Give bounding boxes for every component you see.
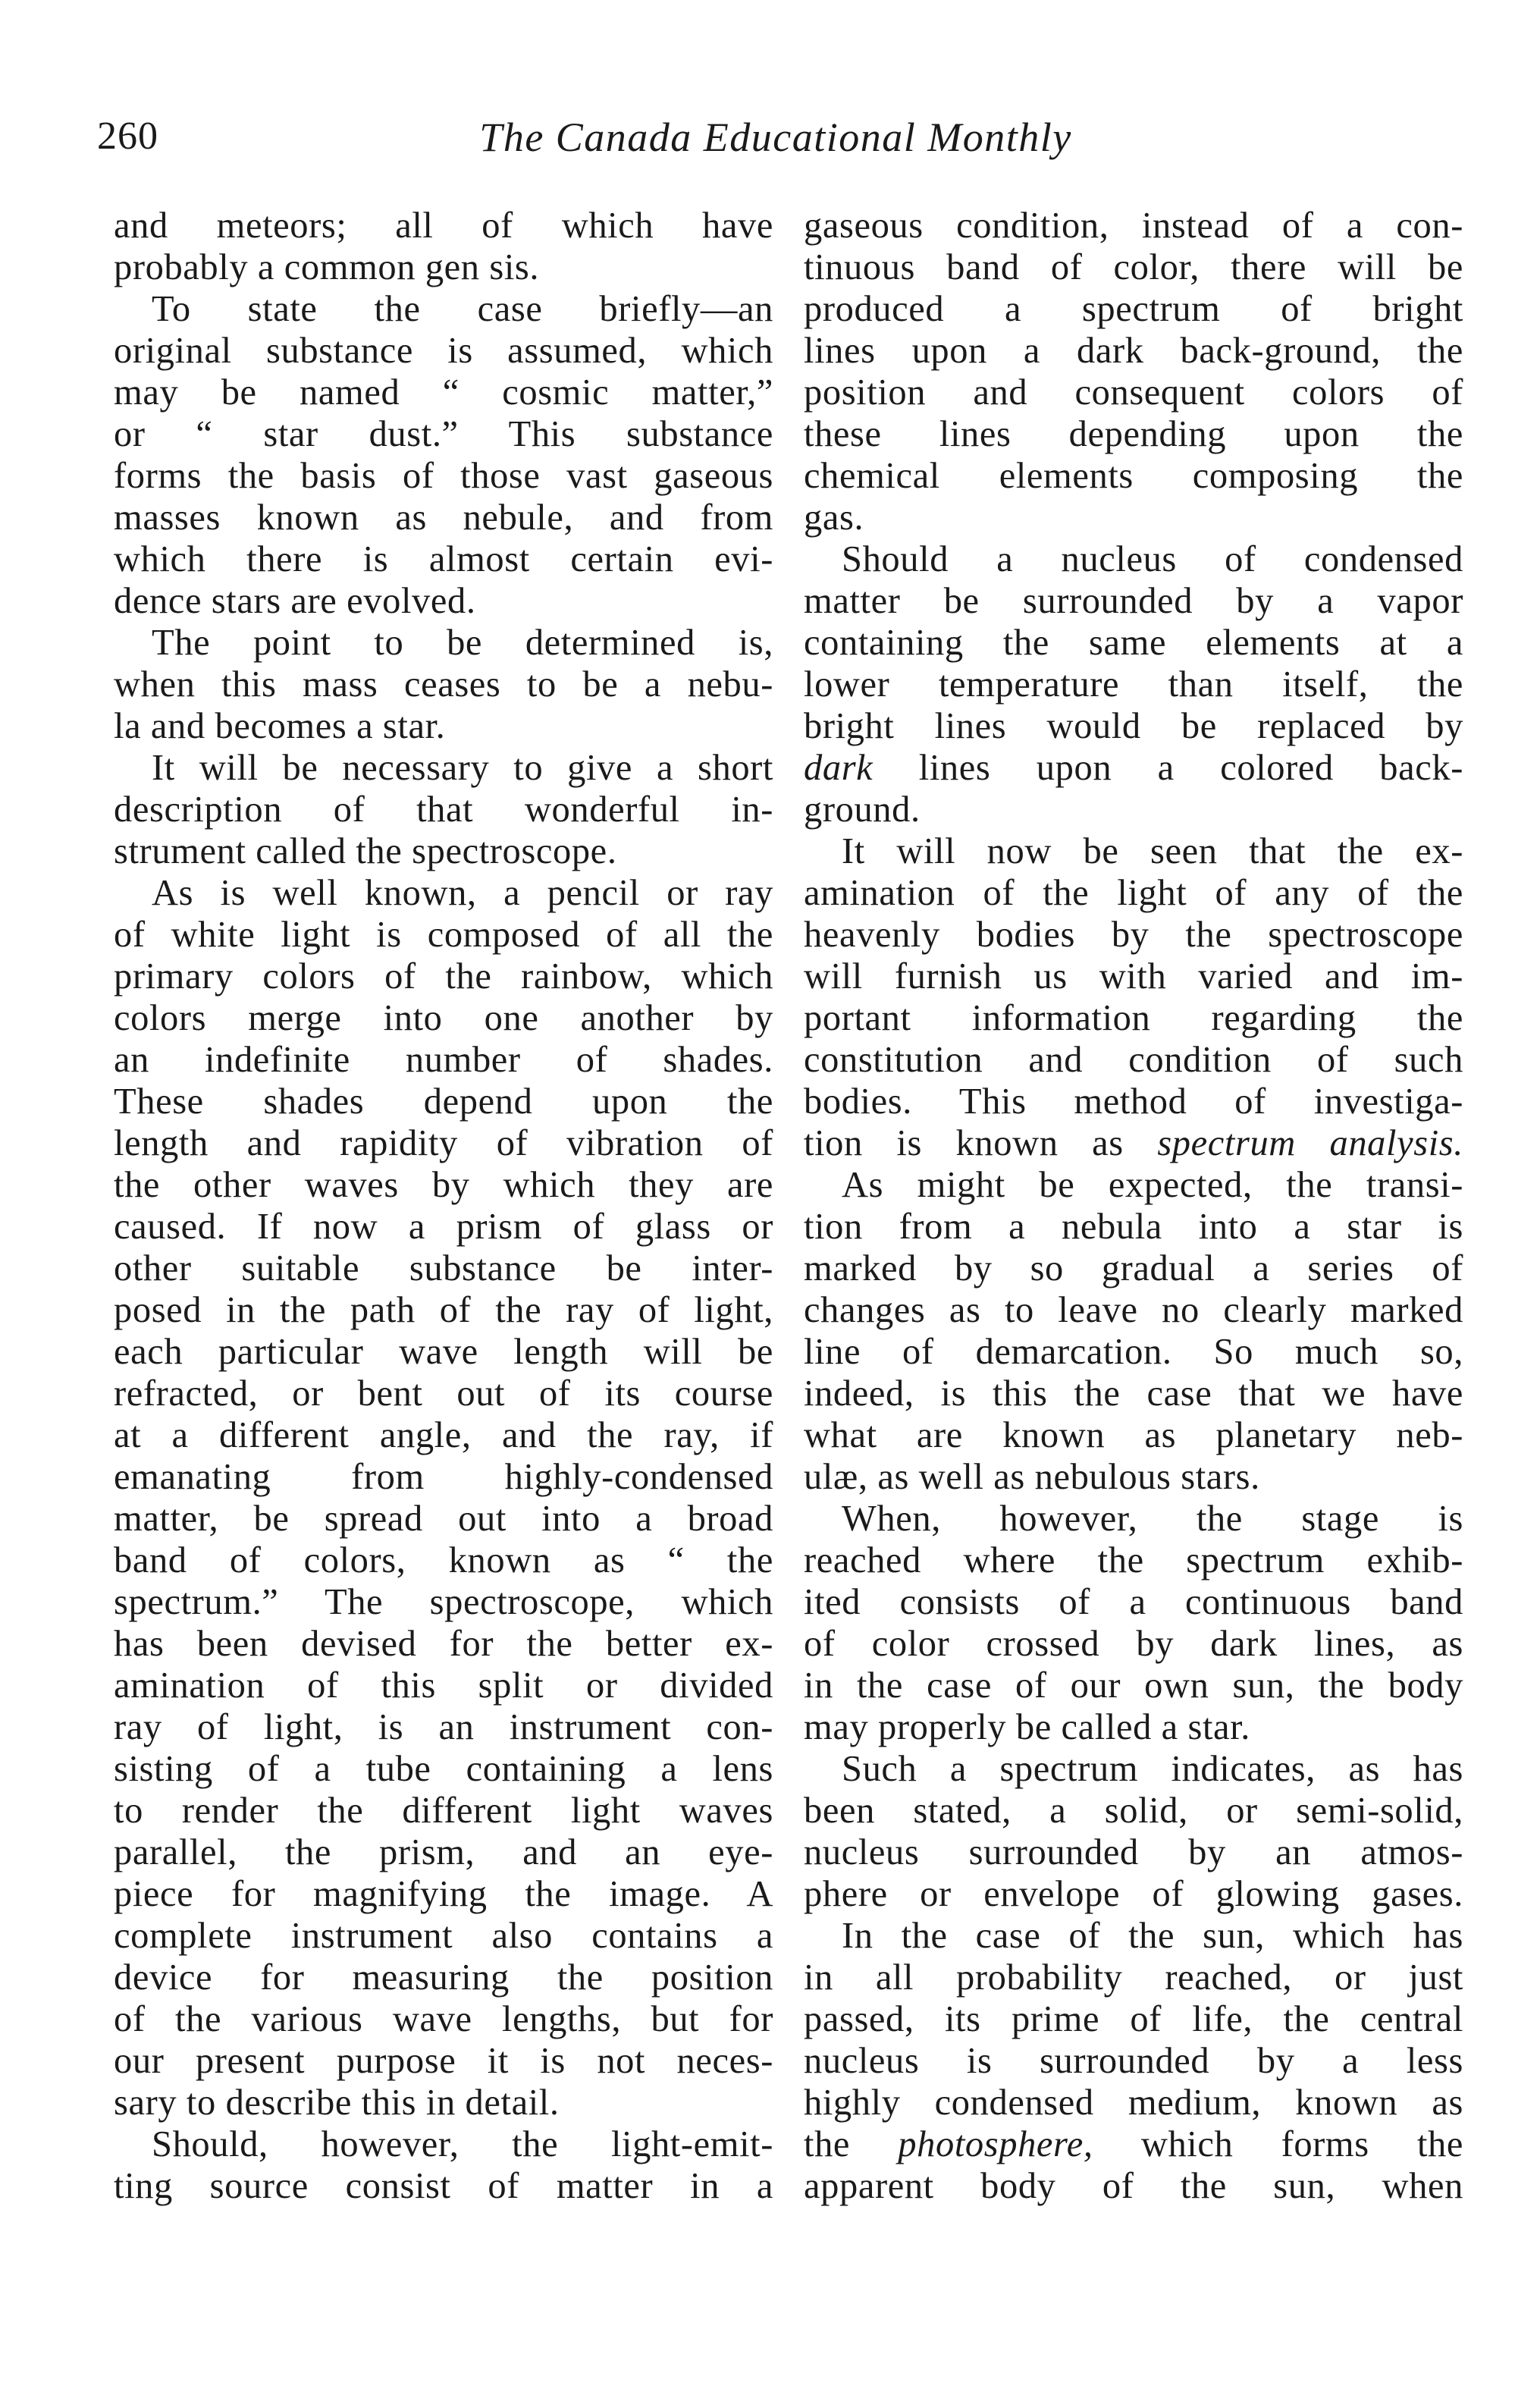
text-line: To state the case briefly—an xyxy=(152,289,773,329)
text-line: other suitable substance be inter- xyxy=(114,1248,773,1289)
text-line: complete instrument also contains a xyxy=(114,1916,773,1956)
text-line: reached where the spectrum exhib- xyxy=(804,1540,1463,1580)
text-line: in all probability reached, or just xyxy=(804,1957,1463,1998)
text-line: containing the same elements at a xyxy=(804,623,1463,663)
text-line: caused. If now a prism of glass or xyxy=(114,1207,773,1247)
text-line: masses known as nebule, and from xyxy=(114,498,773,538)
text-line: ting source consist of matter in a xyxy=(114,2166,773,2206)
text-line: probably a common gen sis. xyxy=(114,247,540,287)
text-line: changes as to leave no clearly marked xyxy=(804,1290,1463,1330)
page-number: 260 xyxy=(97,115,158,158)
italic-text: spectrum analysis. xyxy=(1157,1123,1463,1163)
text-line xyxy=(804,2123,1463,2165)
text-line: phere or envelope of glowing gases. xyxy=(804,1874,1463,1914)
text-line: of white light is composed of all the xyxy=(114,915,773,955)
text-line: produced a spectrum of bright xyxy=(804,289,1463,329)
text-line: device for measuring the position xyxy=(114,1957,773,1998)
text-line: description of that wonderful in- xyxy=(114,789,773,830)
text-line: each particular wave length will be xyxy=(114,1332,773,1372)
text-line: which there is almost certain evi- xyxy=(114,539,773,579)
italic-text: dark xyxy=(804,748,874,788)
text-line: tinuous band of color, there will be xyxy=(804,247,1463,287)
text-line: dence stars are evolved. xyxy=(114,581,476,621)
text-line: posed in the path of the ray of light, xyxy=(114,1290,773,1330)
text-line: an indefinite number of shades. xyxy=(114,1040,773,1080)
text-line: amination of this split or divided xyxy=(114,1665,773,1706)
text-line: and meteors; all of which have xyxy=(114,206,773,246)
text-line: strument called the spectroscope. xyxy=(114,831,617,871)
text-line: When, however, the stage is xyxy=(842,1499,1463,1539)
text-line: or “ star dust.” This substance xyxy=(114,414,773,454)
text-line: chemical elements composing the xyxy=(804,456,1463,496)
italic-text: photosphere, xyxy=(898,2124,1093,2164)
text-line: matter be surrounded by a vapor xyxy=(804,581,1463,621)
text-line: highly condensed medium, known as xyxy=(804,2083,1463,2123)
text-line: The point to be determined is, xyxy=(152,623,773,663)
text-line: to render the different light waves xyxy=(114,1791,773,1831)
text-line: nucleus surrounded by an atmos- xyxy=(804,1832,1463,1872)
right-column xyxy=(804,205,1463,2207)
text-run: the xyxy=(804,2124,899,2164)
text-line: Such a spectrum indicates, as has xyxy=(842,1749,1463,1789)
text-line: gas. xyxy=(804,498,864,538)
text-line: constitution and condition of such xyxy=(804,1040,1463,1080)
text-line: ground. xyxy=(804,789,921,830)
text-line: As might be expected, the transi- xyxy=(842,1165,1463,1205)
text-line: band of colors, known as “ the xyxy=(114,1540,773,1580)
text-run: lines upon a colored back- xyxy=(873,748,1463,788)
text-line xyxy=(804,1122,1463,1164)
text-line: matter, be spread out into a broad xyxy=(114,1499,773,1539)
text-line: the other waves by which they are xyxy=(114,1165,773,1205)
page-header xyxy=(97,114,1454,174)
text-line: position and consequent colors of xyxy=(804,372,1463,413)
text-line: gaseous condition, instead of a con- xyxy=(804,206,1463,246)
text-line: indeed, is this the case that we have xyxy=(804,1373,1463,1414)
text-line: our present purpose it is not neces- xyxy=(114,2041,773,2081)
text-line: portant information regarding the xyxy=(804,998,1463,1038)
text-line: nucleus is surrounded by a less xyxy=(804,2041,1463,2081)
text-line: piece for magnifying the image. A xyxy=(114,1874,773,1914)
left-column xyxy=(114,205,773,2207)
text-line: forms the basis of those vast gaseous xyxy=(114,456,773,496)
running-title: The Canada Educational Monthly xyxy=(479,115,1072,160)
text-line: spectrum.” The spectroscope, which xyxy=(114,1582,773,1622)
text-line: tion from a nebula into a star is xyxy=(804,1207,1463,1247)
text-line: in the case of our own sun, the body xyxy=(804,1665,1463,1706)
text-line: may be named “ cosmic matter,” xyxy=(114,372,773,413)
text-line: has been devised for the better ex- xyxy=(114,1624,773,1664)
text-line: bodies. This method of investiga- xyxy=(804,1081,1463,1122)
text-line: these lines depending upon the xyxy=(804,414,1463,454)
text-line: what are known as planetary neb- xyxy=(804,1415,1463,1455)
text-line: when this mass ceases to be a nebu- xyxy=(114,664,773,705)
text-line: been stated, a solid, or semi-solid, xyxy=(804,1791,1463,1831)
text-line: emanating from highly-condensed xyxy=(114,1457,773,1497)
text-line: refracted, or bent out of its course xyxy=(114,1373,773,1414)
text-line: ulæ, as well as nebulous stars. xyxy=(804,1457,1260,1497)
text-line: of color crossed by dark lines, as xyxy=(804,1624,1463,1664)
text-line: colors merge into one another by xyxy=(114,998,773,1038)
text-line: lines upon a dark back-ground, the xyxy=(804,331,1463,371)
text-line: will furnish us with varied and im- xyxy=(804,956,1463,997)
text-line: As is well known, a pencil or ray xyxy=(152,873,773,913)
text-line: primary colors of the rainbow, which xyxy=(114,956,773,997)
text-line: Should, however, the light-emit- xyxy=(152,2124,773,2164)
text-line: lower temperature than itself, the xyxy=(804,664,1463,705)
text-line: at a different angle, and the ray, if xyxy=(114,1415,773,1455)
text-line: line of demarcation. So much so, xyxy=(804,1332,1463,1372)
text-line: la and becomes a star. xyxy=(114,706,446,746)
text-line: marked by so gradual a series of xyxy=(804,1248,1463,1289)
text-line: amination of the light of any of the xyxy=(804,873,1463,913)
text-line: of the various wave lengths, but for xyxy=(114,1999,773,2039)
text-line: bright lines would be replaced by xyxy=(804,706,1463,746)
text-line: ray of light, is an instrument con- xyxy=(114,1707,773,1747)
text-line: heavenly bodies by the spectroscope xyxy=(804,915,1463,955)
text-line: In the case of the sun, which has xyxy=(842,1916,1463,1956)
text-line: parallel, the prism, and an eye- xyxy=(114,1832,773,1872)
text-line: sisting of a tube containing a lens xyxy=(114,1749,773,1789)
text-line: apparent body of the sun, when xyxy=(804,2166,1463,2206)
text-line: It will now be seen that the ex- xyxy=(842,831,1463,871)
text-line: sary to describe this in detail. xyxy=(114,2083,560,2123)
text-run: which forms the xyxy=(1093,2124,1463,2164)
text-run: tion is known as xyxy=(804,1123,1158,1163)
text-line: Should a nucleus of condensed xyxy=(842,539,1463,579)
text-line: may properly be called a star. xyxy=(804,1707,1250,1747)
text-line: original substance is assumed, which xyxy=(114,331,773,371)
text-line: It will be necessary to give a short xyxy=(152,748,773,788)
text-line xyxy=(804,747,1463,789)
text-line: length and rapidity of vibration of xyxy=(114,1123,773,1163)
text-line: ited consists of a continuous band xyxy=(804,1582,1463,1622)
text-line: These shades depend upon the xyxy=(114,1081,773,1122)
text-line: passed, its prime of life, the central xyxy=(804,1999,1463,2039)
